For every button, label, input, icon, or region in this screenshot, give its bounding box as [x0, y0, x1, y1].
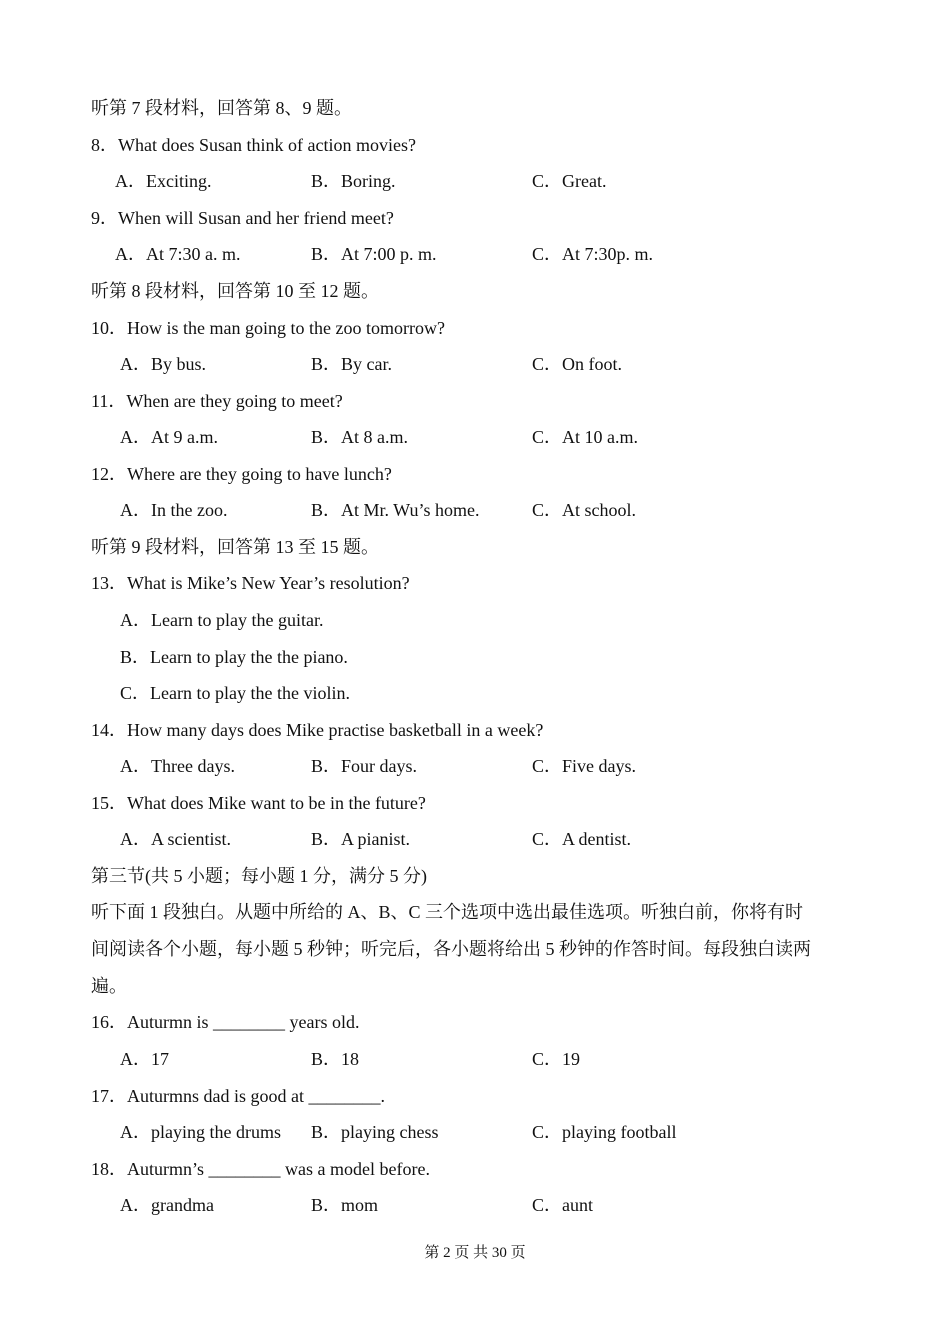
question-stem: 15．What does Mike want to be in the future? — [91, 793, 426, 813]
option-b: B．18 — [311, 1049, 360, 1069]
option-row — [0, 1044, 950, 1074]
option-row — [0, 349, 950, 379]
option-row — [0, 422, 950, 452]
option-b: B．At Mr. Wu’s home. — [311, 500, 480, 520]
option-c: C．A dentist. — [532, 829, 632, 849]
option-row — [0, 824, 950, 854]
option-row — [0, 678, 950, 708]
option-b: B．Four days. — [311, 756, 418, 776]
question-stem: 18．Auturmn’s ________ was a model before. — [91, 1159, 430, 1179]
option-a: A．grandma — [120, 1195, 214, 1215]
question-stem: 17．Auturmns dad is good at ________. — [91, 1086, 385, 1106]
option-row — [0, 495, 950, 525]
instruction-line: 遍。 — [91, 976, 127, 996]
option-b: B．Boring. — [311, 171, 396, 191]
question-stem: 8．What does Susan think of action movies? — [91, 135, 416, 155]
option-row — [0, 166, 950, 196]
option-b: B．Learn to play the the piano. — [120, 647, 348, 667]
page-footer: 第 2 页 共 30 页 — [424, 1245, 526, 1261]
option-a: A．Learn to play the guitar. — [120, 610, 324, 630]
option-b: B．playing chess — [311, 1122, 439, 1142]
question-stem: 14．How many days does Mike practise basketball in a week? — [91, 720, 544, 740]
question-stem: 13．What is Mike’s New Year’s resolution? — [91, 573, 410, 593]
option-b: B．A pianist. — [311, 829, 411, 849]
option-a: A．At 9 a.m. — [120, 427, 218, 447]
question-stem: 12．Where are they going to have lunch? — [91, 464, 392, 484]
option-c: C．19 — [532, 1049, 581, 1069]
section-heading: 听第 7 段材料，回答第 8、9 题。 — [91, 98, 352, 118]
option-row — [0, 605, 950, 635]
option-a: A．playing the drums — [120, 1122, 281, 1142]
option-row — [0, 1190, 950, 1220]
option-row — [0, 239, 950, 269]
option-c: C．At 7:30p. m. — [532, 244, 654, 264]
option-b: B．mom — [311, 1195, 379, 1215]
question-stem: 11．When are they going to meet? — [91, 391, 343, 411]
option-c: C．Five days. — [532, 756, 637, 776]
section-heading: 第三节(共 5 小题；每小题 1 分，满分 5 分) — [91, 866, 427, 886]
option-c: C．Great. — [532, 171, 607, 191]
question-stem: 16．Auturmn is ________ years old. — [91, 1012, 360, 1032]
question-stem: 10．How is the man going to the zoo tomorrow? — [91, 318, 445, 338]
option-b: B．At 8 a.m. — [311, 427, 408, 447]
option-c: C．playing football — [532, 1122, 677, 1142]
section-heading: 听第 9 段材料，回答第 13 至 15 题。 — [91, 537, 379, 557]
option-a: A．By bus. — [120, 354, 207, 374]
option-b: B．At 7:00 p. m. — [311, 244, 437, 264]
option-a: A．At 7:30 a. m. — [115, 244, 241, 264]
option-c: C．Learn to play the the violin. — [120, 683, 350, 703]
option-c: C．At school. — [532, 500, 637, 520]
option-a: A．17 — [120, 1049, 169, 1069]
section-heading: 听第 8 段材料，回答第 10 至 12 题。 — [91, 281, 379, 301]
option-b: B．By car. — [311, 354, 392, 374]
option-a: A．In the zoo. — [120, 500, 228, 520]
option-a: A．Three days. — [120, 756, 235, 776]
option-a: A．Exciting. — [115, 171, 212, 191]
option-a: A．A scientist. — [120, 829, 231, 849]
option-row — [0, 642, 950, 672]
option-row — [0, 751, 950, 781]
instruction-line: 间阅读各个小题，每小题 5 秒钟；听完后，各小题将给出 5 秒钟的作答时间。每段独白读两 — [91, 939, 811, 959]
option-c: C．At 10 a.m. — [532, 427, 638, 447]
option-c: C．On foot. — [532, 354, 622, 374]
instruction-line: 听下面 1 段独白。从题中所给的 A、B、C 三个选项中选出最佳选项。听独白前，你将有时 — [91, 902, 804, 922]
option-c: C．aunt — [532, 1195, 593, 1215]
option-row — [0, 1117, 950, 1147]
question-stem: 9．When will Susan and her friend meet? — [91, 208, 394, 228]
